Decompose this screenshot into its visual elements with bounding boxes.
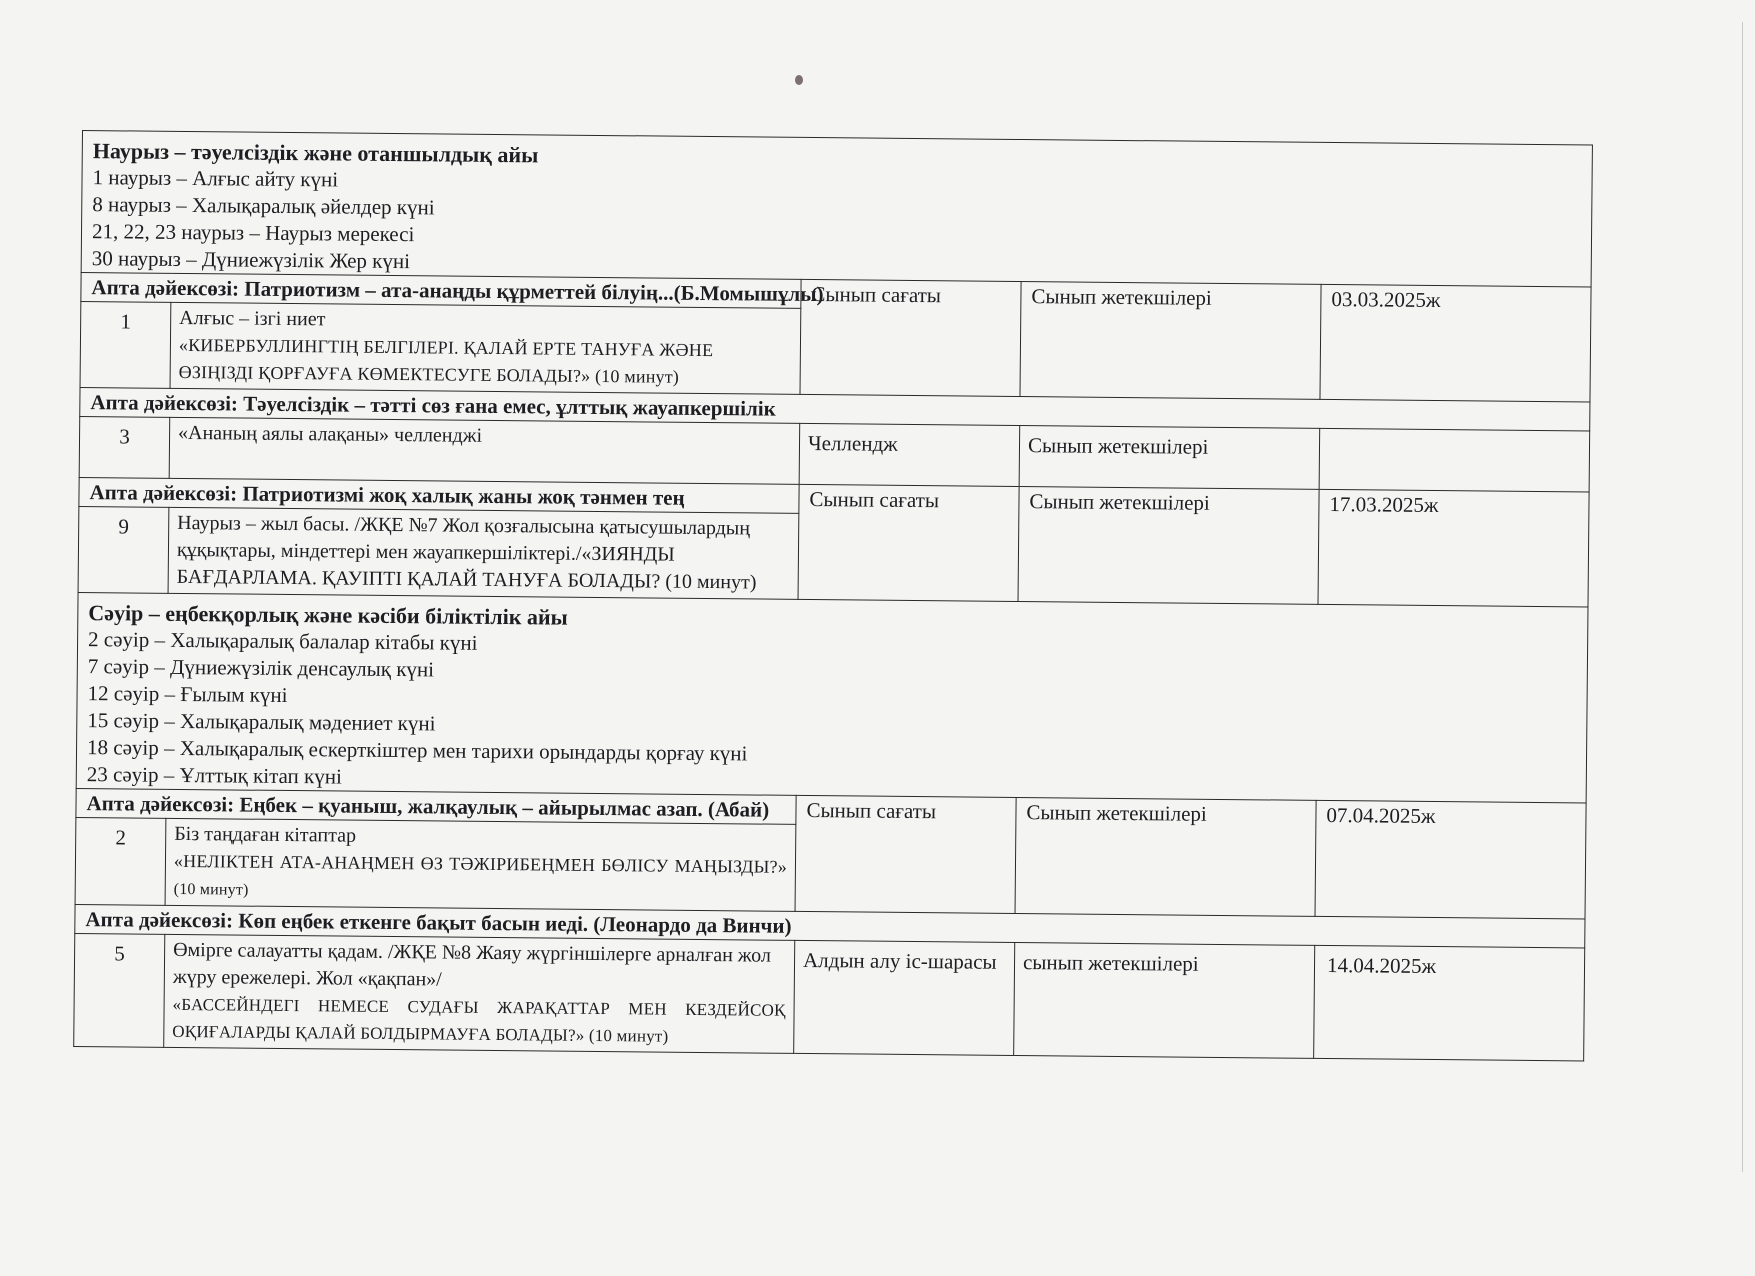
ink-dot (795, 75, 803, 85)
month-date-item: 21, 22, 23 наурыз – Наурыз мерекесі (91, 219, 415, 247)
week-motto: Апта дәйексөзі: Патриотизмі жоқ халық жаны жоқ тәнмен тең (79, 477, 799, 513)
plan-sheet (73, 130, 1592, 1061)
month-date-item: 18 сәуір – Халықаралық ескерткіштер мен тарихи орындарды қорғау күні (86, 735, 748, 766)
event-title: Біз таңдаған кітаптар (174, 822, 357, 847)
event-number: 2 (75, 817, 166, 905)
event-detail-text: «НЕЛІКТЕН АТА-АНАҢМЕН ӨЗ ТӘЖІРИБЕҢМЕН БӨЛІСУ МАҢЫЗДЫ?» (173, 850, 788, 877)
event-detail: «КИБЕРБУЛЛИНГТІҢ БЕЛГІЛЕРІ. ҚАЛАЙ ЕРТЕ ТАНУҒА ЖӘНЕ ӨЗІҢІЗДІ ҚОРҒАУҒА КӨМЕКТЕСУГЕ БОЛАДЫ?» (10 минут) (178, 334, 714, 387)
event-responsible: Сынып жетекшілері (1019, 426, 1320, 490)
event-responsible: Сынып жетекшілері (1015, 797, 1316, 916)
month-date-item: 23 сәуір – Ұлттық кітап күні (86, 762, 342, 789)
event-description (165, 818, 796, 911)
event-date: 07.04.2025ж (1315, 800, 1586, 919)
paper-edge (1742, 22, 1747, 1172)
event-type: Сынып сағаты (800, 279, 1021, 396)
event-responsible: Сынып жетекшілері (1018, 487, 1319, 605)
month-date-item: 15 сәуір – Халықаралық мәдениет күні (87, 708, 436, 736)
event-type: Алдын алу іс-шарасы (794, 940, 1015, 1055)
plan-table (73, 130, 1593, 1061)
event-detail (174, 848, 787, 909)
month-date-item: 1 наурыз – Алғыс айту күні (92, 165, 339, 192)
event-description (164, 934, 795, 1053)
event-row (74, 933, 1585, 1060)
event-responsible: Сынып жетекшілері (1020, 282, 1321, 400)
event-date: 14.04.2025ж (1314, 945, 1585, 1061)
month-block-april (76, 592, 1588, 802)
event-type: Сынып сағаты (798, 484, 1019, 601)
event-title: Өмірге салауатты қадам. /ЖҚЕ №8 Жаяу жүргіншілерге арналған жол жүру ережелері. Жол «қақпан»/ (172, 938, 771, 991)
month-date-item: 12 сәуір – Ғылым күні (87, 681, 288, 707)
month-date-item: 7 сәуір – Дүниежүзілік денсаулық күні (87, 654, 435, 682)
event-number: 1 (80, 301, 171, 388)
event-responsible: сынып жетекшілері (1014, 942, 1315, 1058)
event-description (170, 302, 801, 394)
event-description (169, 417, 800, 484)
event-description (168, 507, 799, 599)
month-date-item: 30 наурыз – Дүниежүзілік Жер күні (91, 246, 411, 274)
month-date-item: 2 сәуір – Халықаралық балалар кітабы күні (87, 627, 478, 655)
event-type: Челлендж (799, 423, 1020, 486)
event-title: Наурыз – жыл басы. /ЖҚЕ №7 Жол қозғалысына қатысушылардың құқықтары, міндеттері мен жауапкершіліктері./«ЗИЯНДЫ БАҒДАРЛАМА. ҚАУІПТІ ҚАЛАЙ ТАНУҒА БОЛАДЫ? (10 минут) (176, 511, 757, 594)
event-type: Сынып сағаты (795, 795, 1016, 913)
week-motto: Апта дәйексөзі: Еңбек – қуаныш, жалқаулық – айырылмас азап. (Абай) (76, 788, 796, 824)
event-date: 03.03.2025ж (1320, 284, 1591, 402)
month-title: Сәуір – еңбекқорлық және кәсіби біліктілік айы (88, 600, 568, 630)
week-motto: Апта дәйексөзі: Тәуелсіздік – тәтті сөз ғана емес, ұлттық жауапкершілік (80, 387, 1590, 430)
event-detail-duration: (10 минут) (173, 880, 249, 899)
month-block-march (81, 131, 1592, 287)
week-motto: Апта дәйексөзі: Көп еңбек еткенге бақыт басын иеді. (Леонардо да Винчи) (75, 904, 1585, 947)
event-date: 17.03.2025ж (1318, 489, 1589, 607)
week-motto: Апта дәйексөзі: Патриотизм – ата-анаңды құрметтей білуің...(Б.Момышұлы) (81, 272, 801, 308)
event-title: «Ананың аялы алақаны» челленджі (177, 421, 483, 447)
event-number: 5 (74, 933, 165, 1047)
month-title: Наурыз – тәуелсіздік және отаншылдық айы (92, 138, 539, 168)
event-number: 9 (78, 506, 169, 593)
event-date (1319, 428, 1590, 492)
month-date-item: 8 наурыз – Халықаралық әйелдер күні (92, 192, 435, 220)
event-detail: «БАССЕЙНДЕГІ НЕМЕСЕ СУДАҒЫ ЖАРАҚАТТАР МЕН КЕЗДЕЙСОҚ ОҚИҒАЛАРДЫ ҚАЛАЙ БОЛДЫРМАУҒА БОЛАДЫ?» (10 минут) (172, 994, 786, 1046)
event-title: Алғыс – ізгі ниет (179, 306, 326, 331)
event-number: 3 (79, 416, 170, 478)
